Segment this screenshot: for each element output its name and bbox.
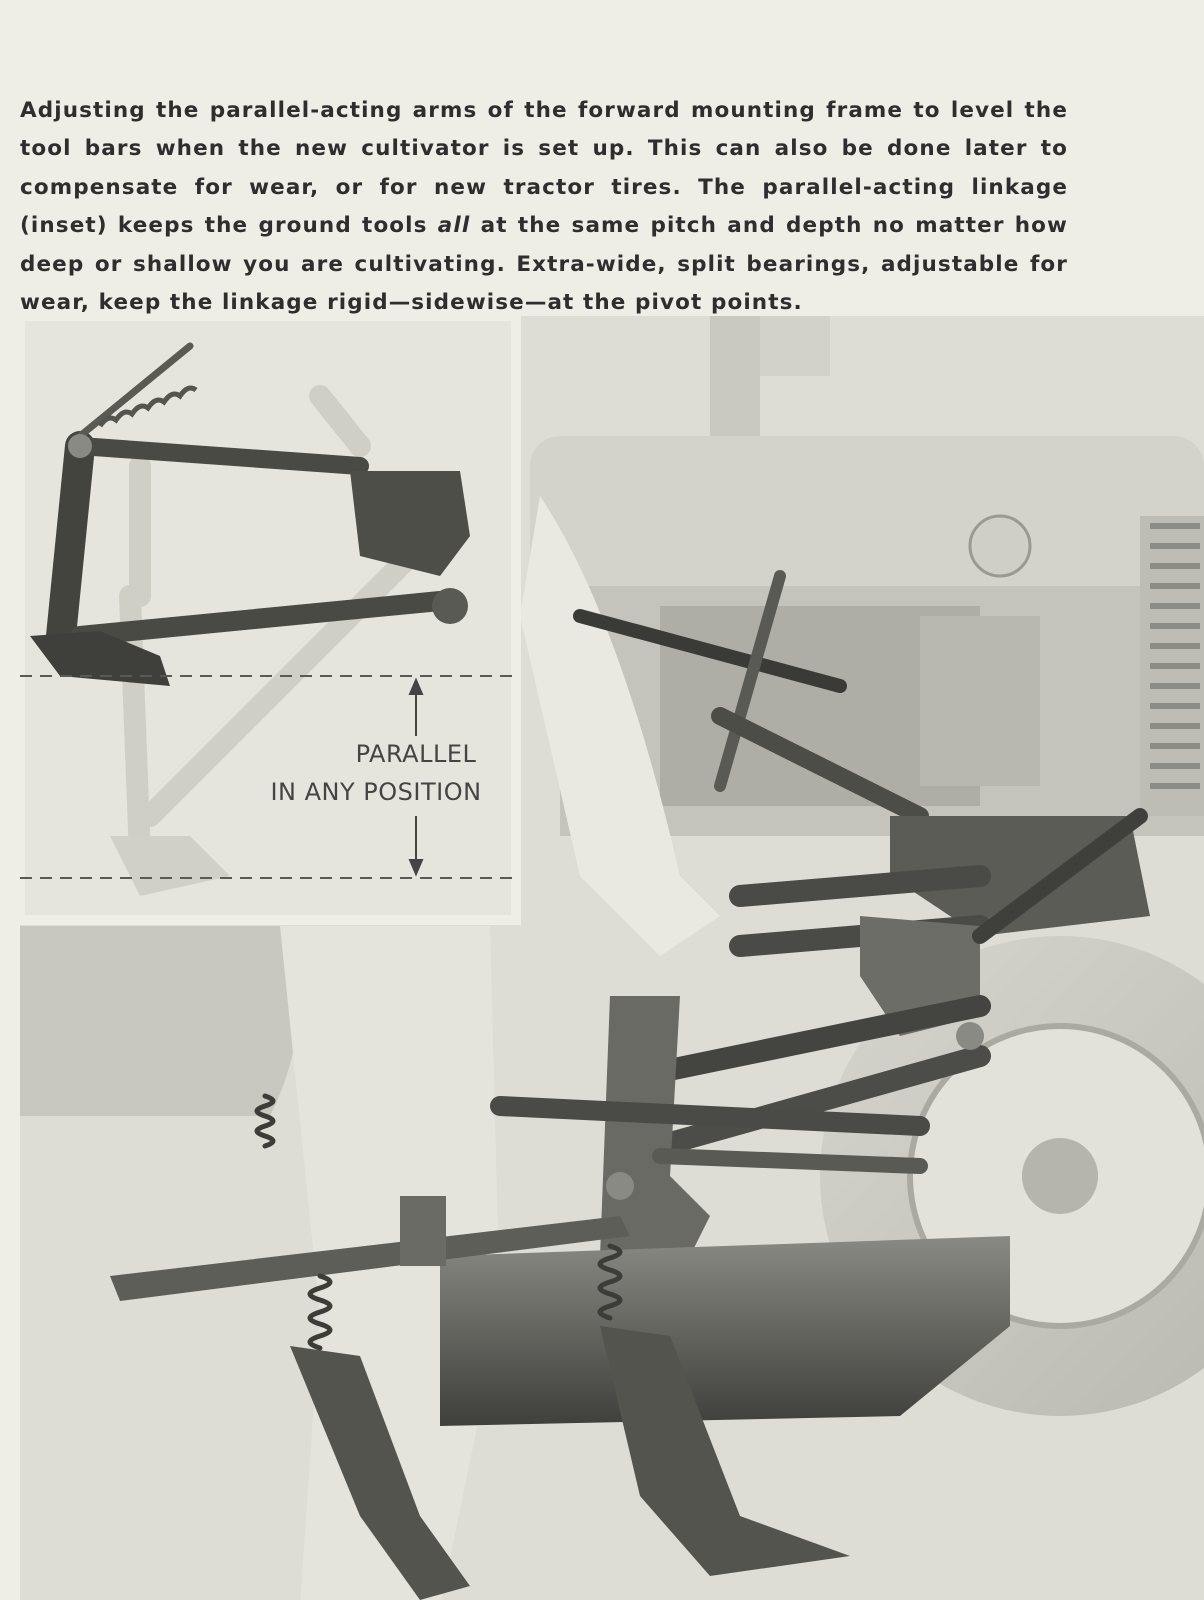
caption-paragraph (20, 92, 1068, 323)
cultivator-photograph (20, 316, 1204, 1600)
caption-text-1: Adjusting the parallel-acting arms of the forward mounting frame to level the tool bars when the new cultivator is set up. This can also be done later to compensate for wear, or for new tractor tires. The parallel-acting linkage (inset) keeps the ground tools (20, 97, 1068, 238)
inset-diagram (20, 316, 516, 920)
photograph-illustration (20, 316, 1204, 1600)
inset-label-line2: IN ANY POSITION (270, 778, 482, 806)
inset-label-line1: PARALLEL (355, 740, 477, 768)
tractor-front-tire (20, 926, 298, 1116)
caption-text-2: at the same pitch and depth no matter how deep or shallow you are cultivating. Extra-wide, split bearings, adjustable for wear, keep the linkage rigid—sidewise—at the pivot points. (20, 213, 1068, 315)
caption-emphasis: all (437, 213, 471, 238)
